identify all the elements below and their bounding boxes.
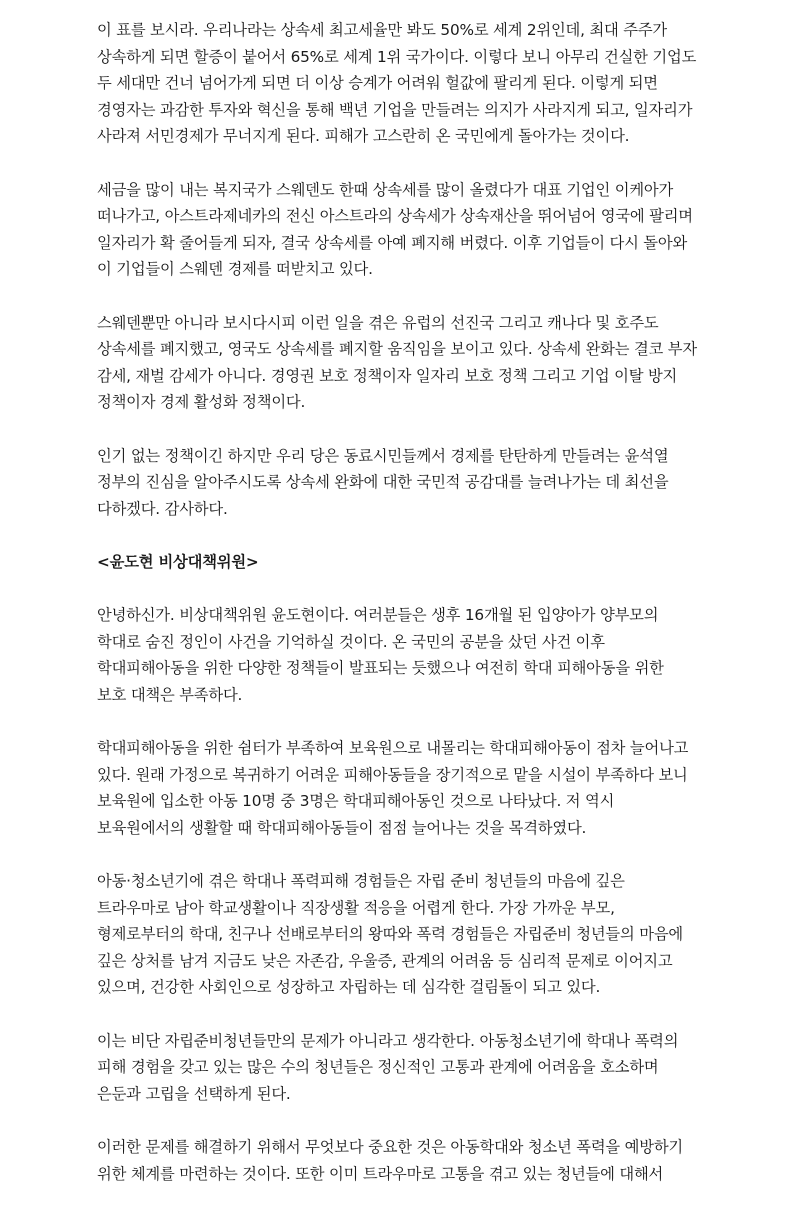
paragraph-shelter-shortage: 학대피해아동을 위한 쉼터가 부족하여 보육원으로 내몰리는 학대피해아동이 점차 늘어나고 있다. 원래 가정으로 복귀하기 어려운 피해아동들을 장기적으로 맡을 시설이 부족하다 보니 보육원에 입소한 아동 10명 중 3명은 학대피해아동인 것으로 나타났다. 저 역시 보육원에서의 생활할 때 학대피해아동들이 점점 늘어나는 것을 목격하였다. — [97, 739, 689, 837]
paragraph-closing-remarks: 인기 없는 정책이긴 하지만 우리 당은 동료시민들께서 경제를 탄탄하게 만들려는 윤석열 정부의 진심을 알아주시도록 상속세 완화에 대한 국민적 공감대를 늘려나가는 데 최선을 다하겠다. 감사하다. — [97, 446, 669, 518]
speaker-heading: <윤도현 비상대책위원> — [97, 552, 259, 571]
paragraph-greeting: 안녕하신가. 비상대책위원 윤도현이다. 여러분들은 생후 16개월 된 입양아가 양부모의 학대로 숨진 정인이 사건을 기억하실 것이다. 온 국민의 공분을 샀던 사건 이후 학대피해아동을 위한 다양한 정책들이 발표되는 듯했으나 여전히 학대 피해아동을 위한 보호 대책은 부족하다. — [97, 606, 664, 704]
paragraph-prevention: 이러한 문제를 해결하기 위해서 무엇보다 중요한 것은 아동학대와 청소년 폭력을 예방하기 위한 체계를 마련하는 것이다. 또한 이미 트라우마로 고통을 겪고 있는 청년들에 대해서 — [97, 1137, 683, 1183]
document-body — [97, 17, 697, 1214]
paragraph-sweden-example: 세금을 많이 내는 복지국가 스웨덴도 한때 상속세를 많이 올렸다가 대표 기업인 이케아가 떠나가고, 아스트라제네카의 전신 아스트라의 상속세가 상속재산을 뛰어넘어 영국에 팔리며 일자리가 확 줄어들게 되자, 결국 상속세를 아예 폐지해 버렸다. 이후 기업들이 다시 돌아와 이 기업들이 스웨덴 경제를 떠받치고 있다. — [97, 180, 693, 279]
paragraph-abolition-countries: 스웨덴뿐만 아니라 보시다시피 이런 일을 겪은 유럽의 선진국 그리고 캐나다 및 호주도 상속세를 폐지했고, 영국도 상속세를 폐지할 움직임을 보이고 있다. 상속세 완화는 결코 부자 감세, 재벌 감세가 아니다. 경영권 보호 정책이자 일자리 보호 정책 그리고 기업 이탈 방지 정책이자 경제 활성화 정책이다. — [97, 313, 697, 412]
paragraph-trauma: 아동·청소년기에 겪은 학대나 폭력피해 경험들은 자립 준비 청년들의 마음에 깊은 트라우마로 남아 학교생활이나 직장생활 적응을 어렵게 한다. 가장 가까운 부모, 형제로부터의 학대, 친구나 선배로부터의 왕따와 폭력 경험들은 자립준비 청년들의 마음에 깊은 상처를 남겨 지금도 낮은 자존감, 우울증, 관계의 어려움 등 심리적 문제로 이어지고 있으며, 건강한 사회인으로 성장하고 자립하는 데 심각한 걸림돌이 되고 있다. — [97, 872, 683, 997]
paragraph-inheritance-tax-rate: 이 표를 보시라. 우리나라는 상속세 최고세율만 봐도 50%로 세계 2위인데, 최대 주주가 상속하게 되면 할증이 붙어서 65%로 세계 1위 국가이다. 이렇다 보니 아무리 건실한 기업도 두 세대만 건너 넘어가게 되면 더 이상 승계가 어려워 헐값에 팔리게 된다. 이렇게 되면 경영자는 과감한 투자와 혁신을 통해 백년 기업을 만들려는 의지가 사라지게 되고, 일자리가 사라져 서민경제가 무너지게 된다. 피해가 고스란히 온 국민에게 돌아가는 것이다. — [97, 21, 697, 146]
paragraph-isolation: 이는 비단 자립준비청년들만의 문제가 아니라고 생각한다. 아동청소년기에 학대나 폭력의 피해 경험을 갖고 있는 많은 수의 청년들은 정신적인 고통과 관계에 어려움을 호소하며 은둔과 고립을 선택하게 된다. — [97, 1031, 679, 1103]
